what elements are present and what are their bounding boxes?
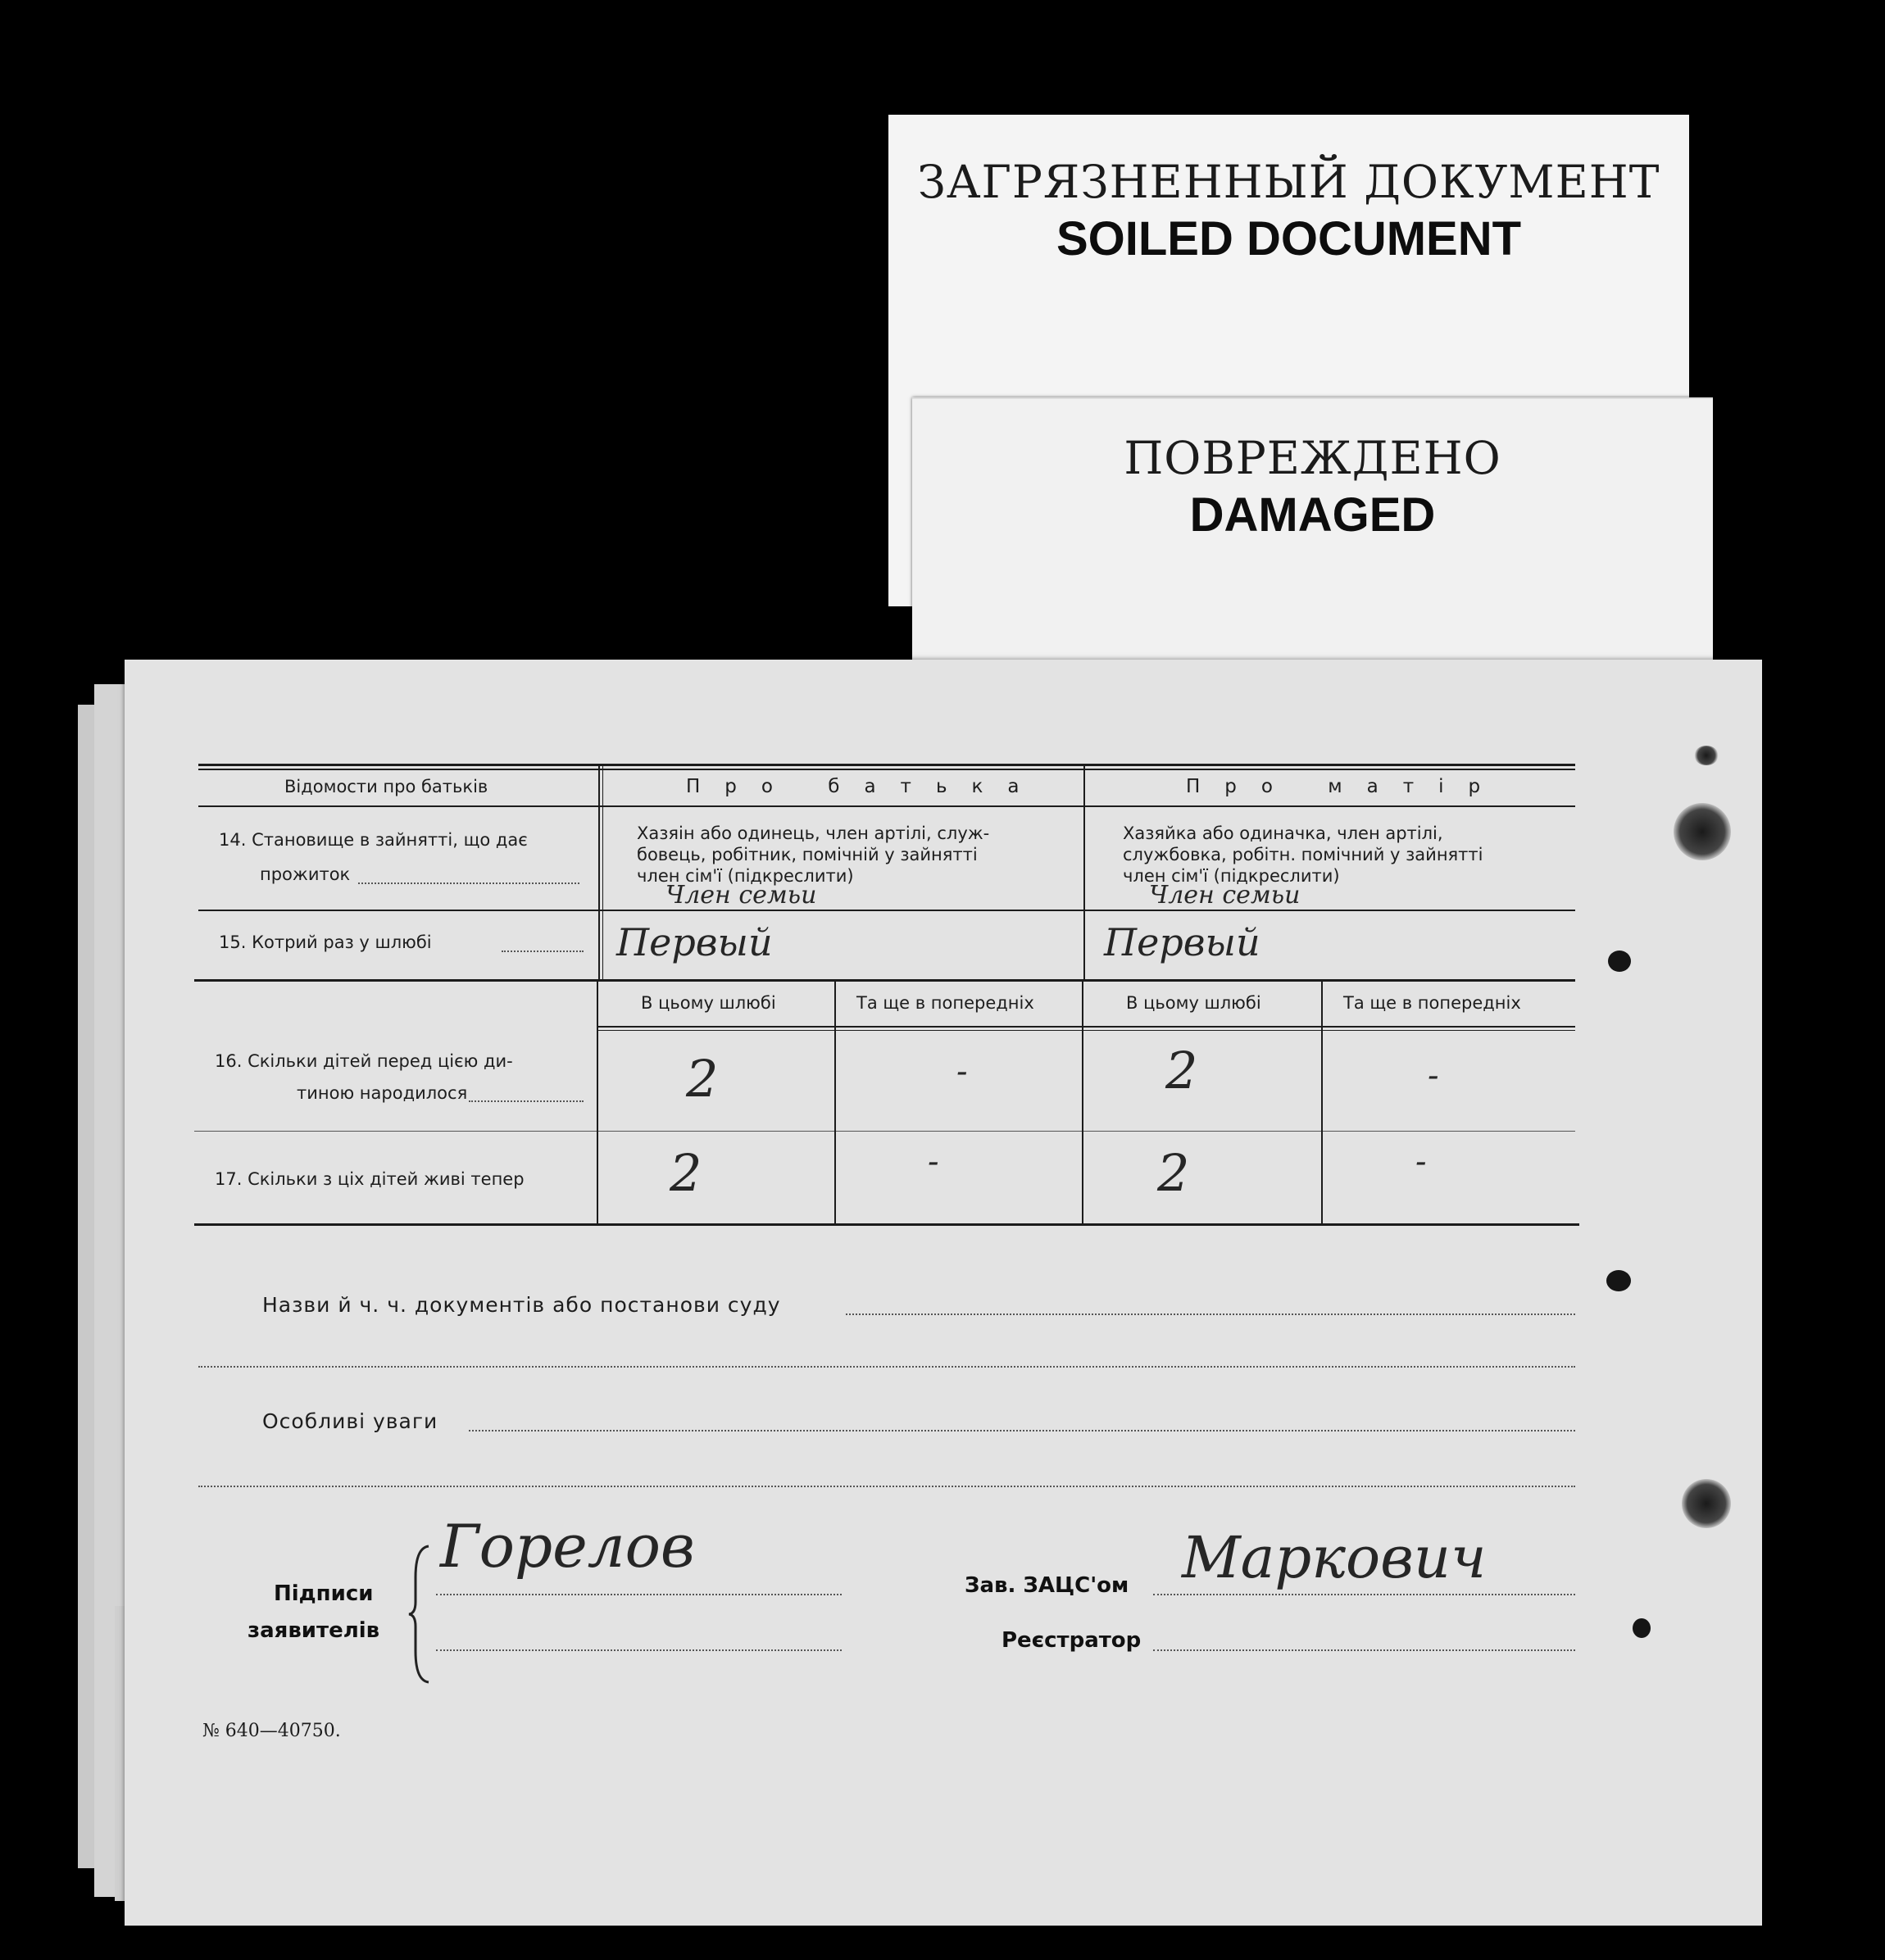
row16-label: 16. Скільки дітей перед цією ди- [215, 1051, 513, 1071]
row15-mother-handwritten: Первый [1104, 920, 1260, 964]
row17-father-prev: - [928, 1143, 939, 1181]
form-number: № 640—40750. [202, 1721, 341, 1741]
header-parents-info: Відомости про батьків [284, 777, 488, 796]
applicant-signature: Горелов [440, 1512, 695, 1581]
punch-hole [1633, 1618, 1651, 1638]
row16-father-this: 2 [686, 1049, 719, 1109]
damaged-label-ru: ПОВРЕЖДЕНО [1124, 432, 1501, 484]
punch-hole [1608, 951, 1631, 972]
subheader-mother-this-marriage: В цьому шлюбі [1126, 993, 1261, 1013]
head-of-registry-label: Зав. ЗАЦС'ом [965, 1573, 1129, 1598]
subheader-father-this-marriage: В цьому шлюбі [641, 993, 776, 1013]
header-father: Про батька [686, 776, 1044, 797]
stain [1682, 1479, 1731, 1528]
registrar-label: Реєстратор [1002, 1628, 1142, 1653]
header-mother: Про матір [1186, 776, 1506, 797]
table-top-rule [198, 764, 1575, 766]
soiled-label-ru: ЗАГРЯЗНЕННЫЙ ДОКУМЕНТ [917, 156, 1660, 208]
row17-mother-prev: - [1415, 1143, 1427, 1181]
notes-label: Особливі уваги [262, 1409, 438, 1433]
row17-label: 17. Скільки з ціх дітей живі тепер [215, 1169, 525, 1189]
row16-mother-prev: - [1428, 1057, 1439, 1095]
row14-father-options: член сім'ї (підкреслити) [637, 866, 854, 886]
table-bottom-rule [194, 1223, 1579, 1226]
row14-mother-handwritten: Член семьи [1149, 881, 1301, 910]
row15-label: 15. Котрий раз у шлюбі [219, 932, 432, 952]
stain [1694, 746, 1719, 765]
punch-hole [1606, 1270, 1631, 1291]
head-signature: Маркович [1182, 1524, 1487, 1591]
subheader-father-previous: Та ще в попередніх [856, 993, 1034, 1013]
signatures-label: Підписи [274, 1581, 374, 1606]
row17-mother-this: 2 [1157, 1143, 1190, 1203]
row15-father-handwritten: Первый [616, 920, 773, 964]
row14-mother-options: член сім'ї (підкреслити) [1123, 866, 1340, 886]
row14-father-options: бовець, робітник, помічній у зайнятті [637, 845, 978, 864]
signatures-brace [407, 1545, 432, 1684]
row14-father-options: Хазяін або одинець, член артілі, служ- [637, 823, 990, 843]
row16-mother-this: 2 [1165, 1041, 1198, 1100]
row14-father-handwritten: Член семьи [665, 881, 817, 910]
damaged-label-en: DAMAGED [1189, 488, 1436, 542]
stain [1674, 803, 1731, 860]
row14-label-cont: прожиток [260, 864, 351, 884]
row14-mother-options: Хазяйка або одиначка, член артілі, [1123, 823, 1443, 843]
row16-label-cont: тиною народилося [297, 1083, 468, 1103]
signatures-label-cont: заявителів [248, 1618, 380, 1643]
registration-form-sheet [125, 660, 1762, 1926]
damaged-card [912, 397, 1713, 682]
subheader-mother-previous: Та ще в попередніх [1343, 993, 1521, 1013]
row17-father-this: 2 [670, 1143, 702, 1203]
row16-father-prev: - [956, 1053, 968, 1091]
documents-label: Назви й ч. ч. документів або постанови суду [262, 1293, 781, 1317]
row14-mother-options: службовка, робітн. помічний у зайнятті [1123, 845, 1483, 864]
soiled-label-en: SOILED DOCUMENT [1056, 212, 1522, 265]
row14-label: 14. Становище в зайнятті, що дає [219, 830, 528, 850]
